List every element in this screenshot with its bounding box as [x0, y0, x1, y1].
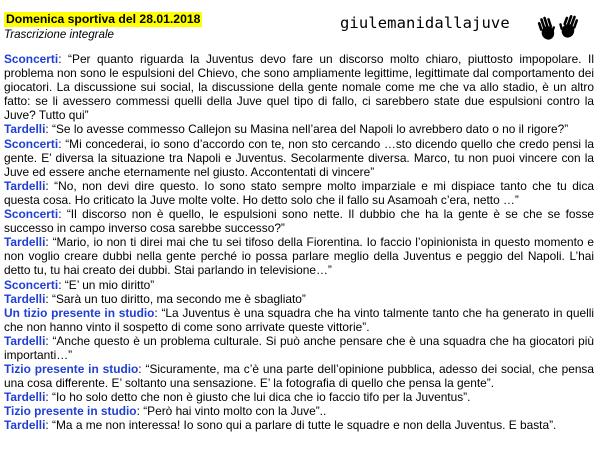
speech-text: “Per quanto riguarda la Juventus devo fare un discorso molto chiaro, piuttosto impopolare. Il problema non sono le espulsioni del Chievo, che sono ampliamente legittime, legittimate dal comportamento dei giocatori. La discussione sui social, la discussione della gente nomale come me che va allo stadio, è un altro fatto: se li avessero commessi quelli della Juve quel tipo di fallo, ci sarebbero state due espulsioni contro la Juve? Tutto qui” [4, 52, 594, 123]
speech-text: “No, non devi dire questo. Io sono stato sempre molto imparziale e mi dispiace tanto che tu dica questa cosa. Ho criticato la Juve molte volte. Ho detto solo che il fallo su Asamoah c’era, netto …” [4, 178, 595, 207]
document-subtitle: Trascrizione integrale [4, 28, 114, 41]
speaker-name: Sconcerti [4, 136, 59, 151]
speaker-name: Sconcerti [4, 52, 59, 66]
speech-text: “Mi concederai, io sono d’accordo con te, non sto cercando …sto dicendo quello che credo pensi la gente. E’ diversa la situazione tra Napoli e Juventus. Secolarmente diversa. Marco, tu non puoi vincere con la Juve ed essere anche eternamente nel giusto. Accontentati di vincere” [4, 136, 594, 179]
speech-text: “Il discorso non è quello, le espulsioni sono nette. Il dubbio che ha la gente è se che se fosse successo in campo inverso cosa sarebbe successo?” [4, 207, 595, 236]
speaker-name: Tardelli [4, 390, 46, 405]
transcript-entry: Tardelli: “Ma a me non interessa! Io sono qui a parlare di tutte le squadre e non della Juventus. E basta”. [4, 418, 557, 433]
transcript-entry: Sconcerti: “Il discorso non è quello, le espulsioni sono nette. Il dubbio che ha la gente è se che se fosse successo in campo inverso cosa sarebbe successo?” [4, 207, 595, 236]
speaker-name: Sconcerti [4, 277, 59, 292]
transcript-entry: Sconcerti: “E’ un mio diritto” [4, 277, 155, 292]
speech-text: “Io ho solo detto che non è giusto che lui dica che io faccio tifo per la Juventus”. [52, 390, 471, 405]
transcript-entry: Sconcerti: “Mi concederai, io sono d’accordo con te, non sto cercando …sto dicendo quello che credo pensi la gente. E’ diversa la situazione tra Napoli e Juventus. Secolarmente diversa. Marco, tu non puoi vincere con la Juve ed essere anche eternamente nel giusto. Accontentati di vincere” [4, 136, 594, 179]
transcript-entry: Tardelli: “Anche questo è un problema culturale. Si può anche pensare che è una squadra che ha giocatori più importanti…” [4, 333, 595, 362]
speech-text: “Sarà un tuo diritto, ma secondo me è sbagliato” [52, 291, 306, 306]
transcript-entry: Tardelli: “Io ho solo detto che non è giusto che lui dica che io faccio tifo per la Juventus”. [4, 390, 471, 405]
speaker-name: Tardelli [4, 122, 46, 137]
speech-text: “Mario, io non ti direi mai che tu sei tifoso della Fiorentina. Io faccio l’opinionista in questo momento e non voglio creare dubbi nella gente perché io possa parlare meglio della Juventus e peggio del Napoli. L’hai detto tu, tu hai creato dei dubbi. Stai parlando in televisione…” [4, 235, 595, 278]
speech-text: “La Juventus è una squadra che ha vinto talmente tanto che ha generato in quelli che non hanno vinto il sospetto di come sono arrivate queste vittorie”. [4, 305, 595, 334]
transcript-entry: Sconcerti: “Per quanto riguarda la Juventus devo fare un discorso molto chiaro, piuttosto impopolare. Il problema non sono le espulsioni del Chievo, che sono ampliamente legittime, legittimate dal comportamento dei giocatori. La discussione sui social, la discussione della gente nomale come me che va allo stadio, è un altro fatto: se li avessero commessi quelli della Juve quel tipo di fallo, ci sarebbero state due espulsioni contro la Juve? Tutto qui” [4, 52, 594, 123]
speaker-name: Tardelli [4, 333, 46, 348]
speaker-name: Tardelli [4, 178, 46, 193]
speaker-name: Tizio presente in studio [4, 362, 139, 377]
transcript-entry: Tardelli: “Mario, io non ti direi mai che tu sei tifoso della Fiorentina. Io faccio l’opinionista in questo momento e non voglio creare dubbi nella gente perché io possa parlare meglio della Juventus e peggio del Napoli. L’hai detto tu, tu hai creato dei dubbi. Stai parlando in televisione…” [4, 235, 595, 278]
speaker-name: Un tizio presente in studio [4, 305, 155, 320]
speech-text: “Anche questo è un problema culturale. Si può anche pensare che è una squadra che ha giocatori più importanti…” [4, 333, 595, 362]
speech-text: “Sicuramente, ma c’è una parte dell’opinione pubblica, adesso dei social, che pensa una cosa differente. E’ soltanto una sensazione. E’ la fotografia di quello che pensa la gente”. [4, 362, 594, 391]
transcript-entry: Tardelli: “Sarà un tuo diritto, ma secondo me è sbagliato” [4, 291, 306, 306]
speaker-name: Tardelli [4, 418, 46, 433]
document-header [4, 12, 597, 44]
speech-text: “E’ un mio diritto” [64, 277, 155, 292]
speaker-name: Tardelli [4, 235, 46, 250]
speaker-name: Sconcerti [4, 207, 59, 222]
transcript-entry: Tardelli: “No, non devi dire questo. Io sono stato sempre molto imparziale e mi dispiace tanto che tu dica questa cosa. Ho criticato la Juve molte volte. Ho detto solo che il fallo su Asamoah c’era, netto …” [4, 178, 595, 207]
speaker-name: Tardelli [4, 291, 46, 306]
speech-text: “Ma a me non interessa! Io sono qui a parlare di tutte le squadre e non della Juventus. E basta”. [52, 418, 557, 433]
speech-text: “Se lo avesse commesso Callejon su Masina nell’area del Napoli lo avrebbero dato o no il rigore?” [52, 122, 569, 137]
brand-name: giulemanidallajuve [340, 14, 510, 32]
document-title: Domenica sportiva del 28.01.2018 [6, 12, 201, 26]
speech-text: “Però hai vinto molto con la Juve”.. [143, 404, 327, 419]
transcript-entry: Tizio presente in studio: “Però hai vinto molto con la Juve”.. [4, 404, 327, 419]
transcript-entry: Un tizio presente in studio: “La Juventus è una squadra che ha vinto talmente tanto che ha generato in quelli che non hanno vinto il sospetto di come sono arrivate queste vittorie”. [4, 305, 595, 334]
transcript [4, 52, 594, 433]
hand-prints-icon [536, 12, 580, 44]
speaker-name: Tizio presente in studio [4, 404, 137, 419]
transcript-entry: Tardelli: “Se lo avesse commesso Callejon su Masina nell’area del Napoli lo avrebbero dato o no il rigore?” [4, 122, 569, 137]
transcript-entry: Tizio presente in studio: “Sicuramente, ma c’è una parte dell’opinione pubblica, adesso dei social, che pensa una cosa differente. E’ soltanto una sensazione. E’ la fotografia di quello che pensa la gente”. [4, 362, 594, 391]
